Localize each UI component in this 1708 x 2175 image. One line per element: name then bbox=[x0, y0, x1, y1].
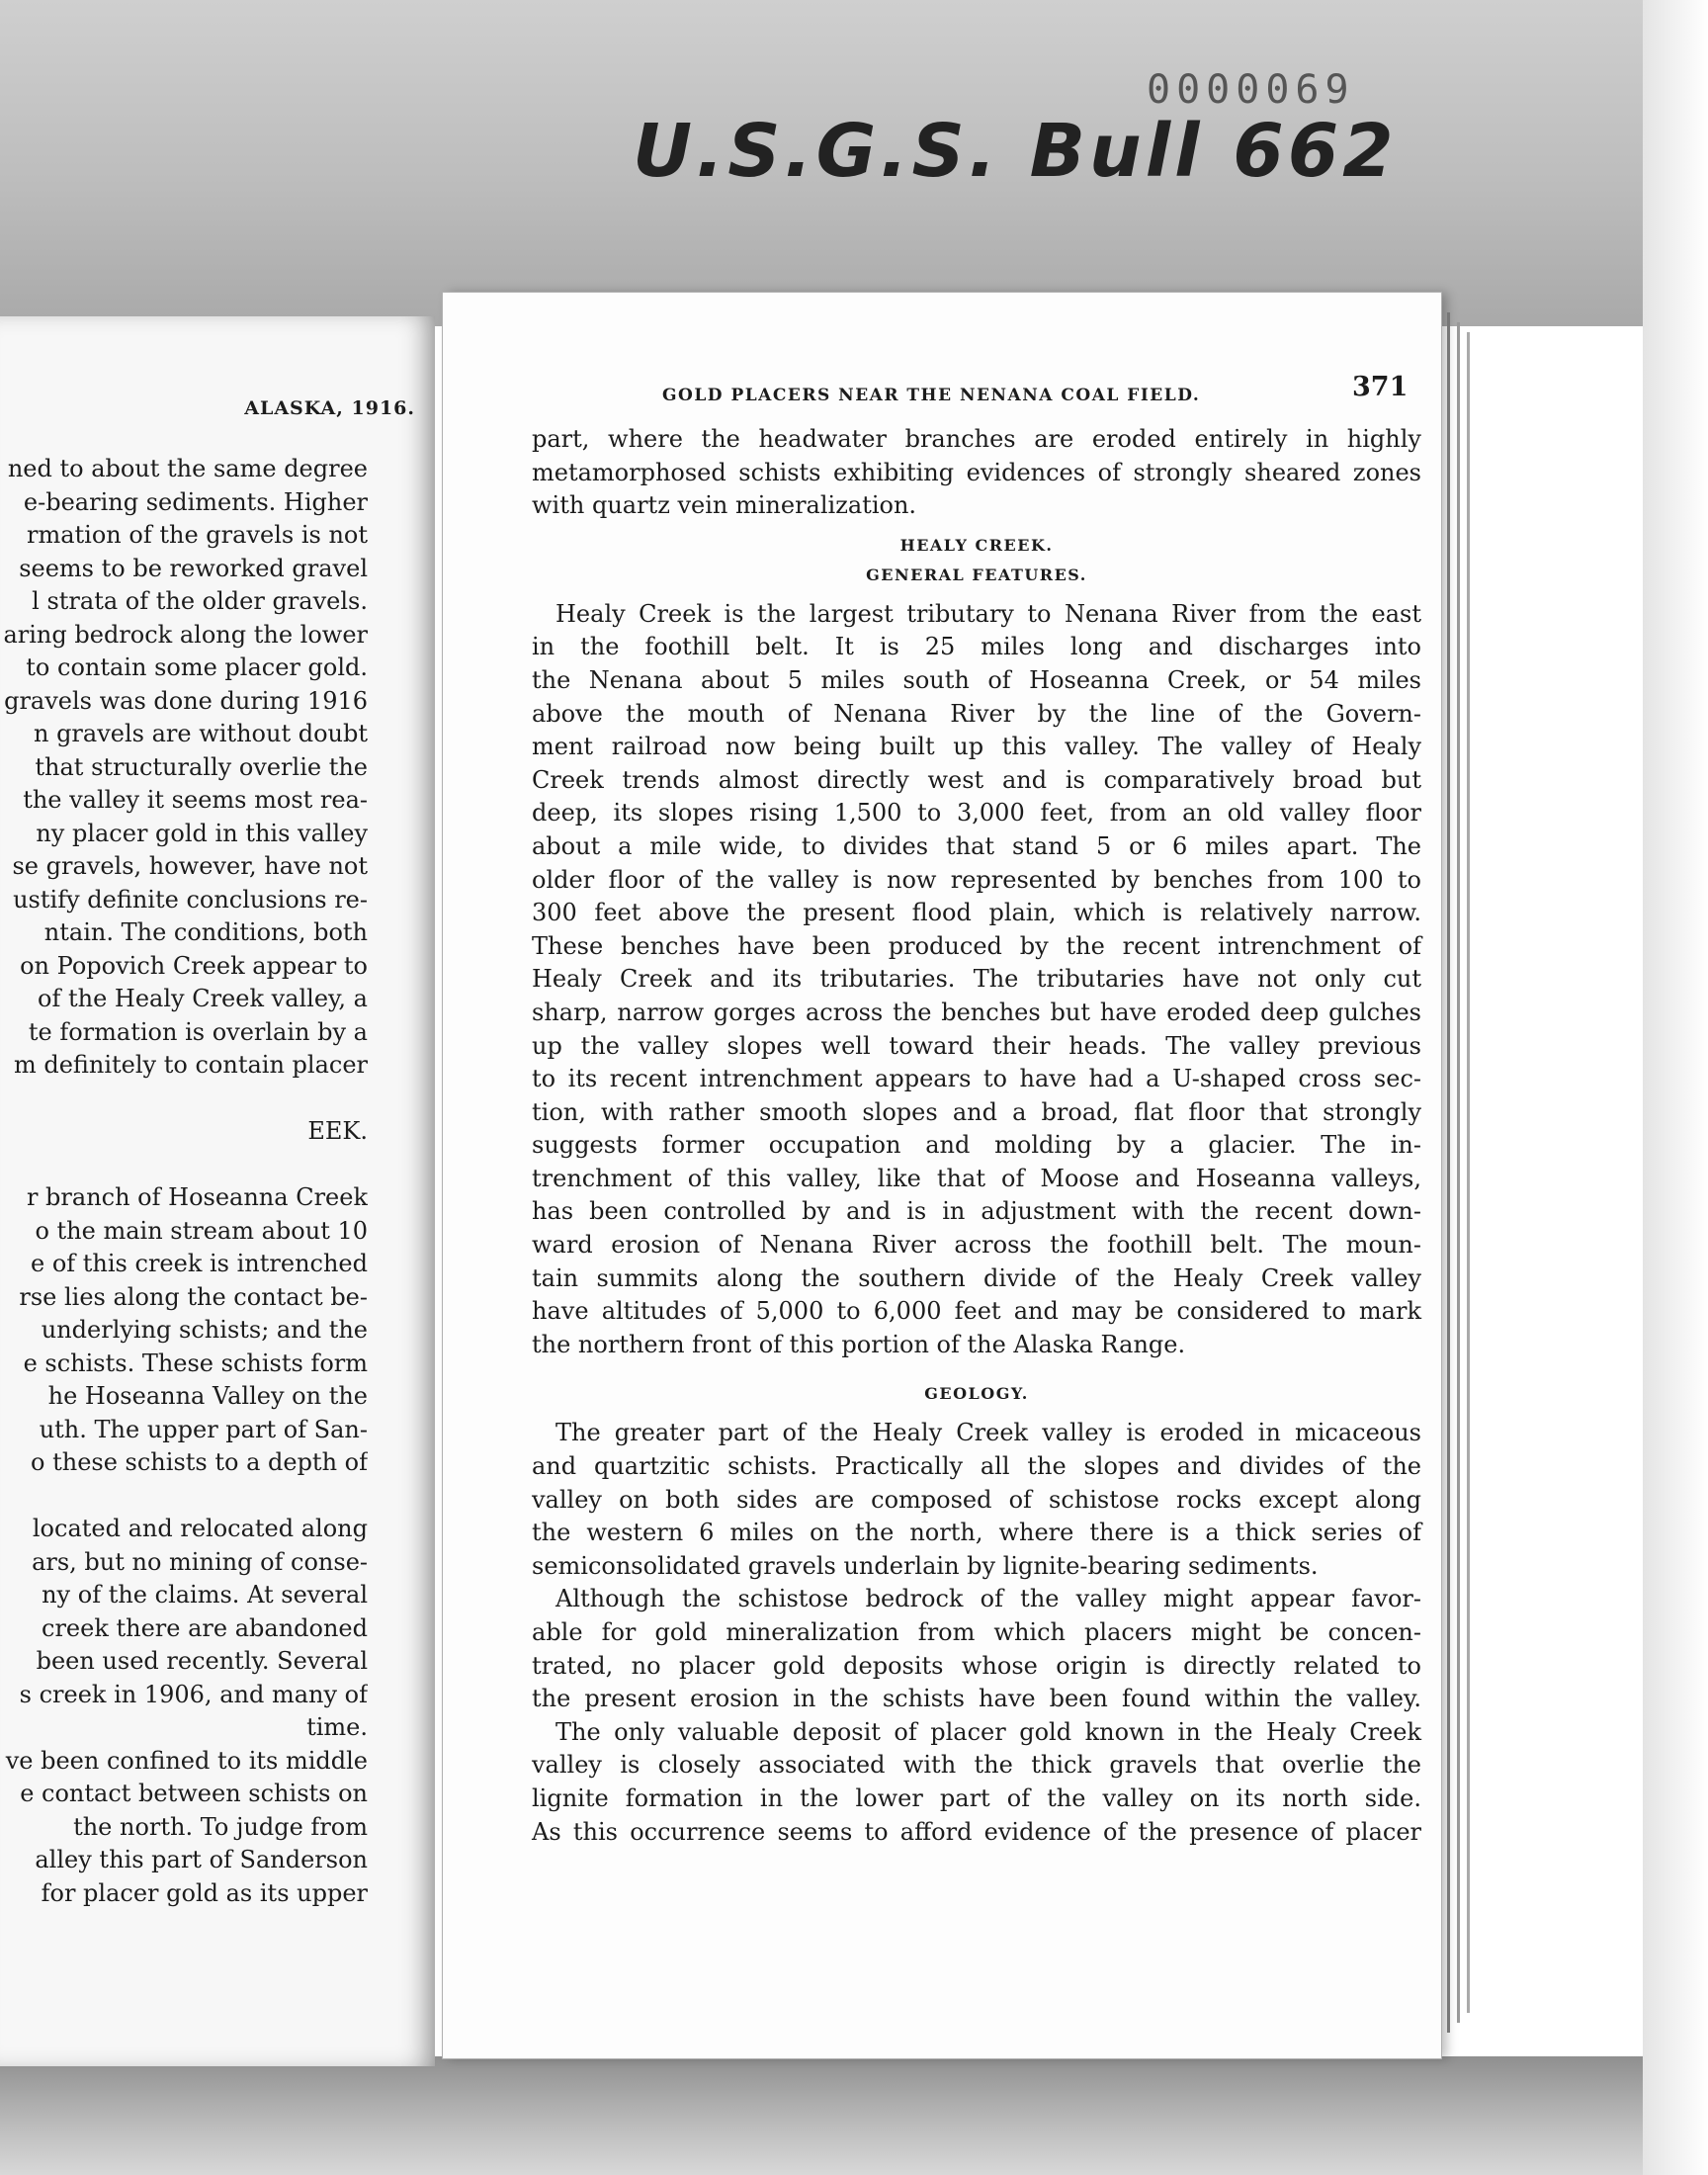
text-line: about a mile wide, to divides that stand 5 or 6 miles apart. The bbox=[532, 831, 1421, 860]
text-line: older floor of the valley is now represented by benches from 100 to bbox=[532, 865, 1421, 894]
text-line: sharp, narrow gorges across the benches but have eroded deep gulches bbox=[532, 998, 1421, 1026]
text-line: s creek in 1906, and many of bbox=[19, 1680, 368, 1708]
text-line: the present erosion in the schists have been found within the valley. bbox=[532, 1685, 1421, 1713]
geology-paragraph-1 bbox=[532, 1417, 1421, 1583]
text-line: valley on both sides are composed of schistose rocks except along bbox=[532, 1485, 1421, 1514]
text-line: deep, its slopes rising 1,500 to 3,000 feet, from an old valley floor bbox=[532, 799, 1421, 827]
text-line: the north. To judge from bbox=[73, 1812, 368, 1841]
text-line: l strata of the older gravels. bbox=[32, 587, 368, 615]
text-line: for placer gold as its upper bbox=[41, 1878, 368, 1907]
text-line: above the mouth of Nenana River by the line of the Govern- bbox=[532, 699, 1421, 728]
text-line: The only valuable deposit of placer gold known in the Healy Creek bbox=[555, 1717, 1421, 1746]
text-line: e contact between schists on bbox=[20, 1780, 368, 1807]
left-page bbox=[0, 316, 435, 2066]
text-line: ny of the claims. At several bbox=[42, 1581, 368, 1609]
text-line: been used recently. Several bbox=[36, 1647, 368, 1675]
text-line bbox=[0, 1083, 368, 1116]
text-line: e-bearing sediments. Higher bbox=[23, 487, 368, 516]
text-line: with quartz vein mineralization. bbox=[532, 491, 917, 520]
text-line: in the foothill belt. It is 25 miles long and discharges into bbox=[532, 633, 1421, 661]
text-line: tion, with rather smooth slopes and a broad, flat floor that strongly bbox=[532, 1097, 1421, 1126]
text-line: and quartzitic schists. Practically all the slopes and divides of the bbox=[532, 1452, 1421, 1481]
subheading-geology: GEOLOGY. bbox=[924, 1384, 1029, 1404]
text-line: These benches have been produced by the recent intrenchment of bbox=[532, 931, 1421, 960]
text-line: ntain. The conditions, both bbox=[43, 918, 368, 946]
text-line: ars, but no mining of conse- bbox=[32, 1547, 368, 1576]
section-heading: HEALY CREEK. bbox=[899, 535, 1054, 555]
geology-paragraph-2 bbox=[532, 1583, 1421, 1715]
text-line: the Nenana about 5 miles south of Hoseanna Creek, or 54 miles bbox=[532, 665, 1421, 694]
text-line: Although the schistose bedrock of the valley might appear favor- bbox=[555, 1585, 1421, 1613]
text-line: creek there are abandoned bbox=[42, 1613, 368, 1642]
text-line: of the Healy Creek valley, a bbox=[38, 985, 368, 1012]
left-page-header: ALASKA, 1916. bbox=[244, 397, 415, 419]
text-line: he Hoseanna Valley on the bbox=[47, 1382, 368, 1410]
text-line: up the valley slopes well toward their heads. The valley previous bbox=[532, 1031, 1421, 1060]
text-line: the northern front of this portion of the Alaska Range. bbox=[532, 1330, 1186, 1358]
text-line: aring bedrock along the lower bbox=[3, 620, 368, 649]
text-line: seems to be reworked gravel bbox=[19, 554, 368, 582]
page-edge bbox=[1457, 322, 1460, 2023]
text-line: EEK. bbox=[307, 1117, 368, 1145]
text-line: to its recent intrenchment appears to have had a U-shaped cross sec- bbox=[532, 1065, 1421, 1093]
text-line: located and relocated along bbox=[32, 1515, 368, 1542]
text-line: the valley it seems most rea- bbox=[23, 786, 368, 814]
text-line: alley this part of Sanderson bbox=[35, 1846, 368, 1873]
text-line: have altitudes of 5,000 to 6,000 feet and may be considered to mark bbox=[532, 1297, 1421, 1326]
text-line: trenchment of this valley, like that of Moose and Hoseanna valleys, bbox=[532, 1164, 1421, 1192]
text-line bbox=[0, 1480, 368, 1514]
intro-paragraph bbox=[532, 423, 1421, 523]
text-line: to contain some placer gold. bbox=[26, 653, 368, 681]
right-page bbox=[443, 293, 1441, 2058]
text-line: Healy Creek and its tributaries. The tributaries have not only cut bbox=[532, 965, 1421, 994]
text-line: trated, no placer gold deposits whose origin is directly related to bbox=[532, 1651, 1421, 1680]
text-line: e schists. These schists form bbox=[23, 1348, 368, 1377]
text-line: that structurally overlie the bbox=[35, 752, 368, 781]
text-line: As this occurrence seems to afford evidence of the presence of placer bbox=[532, 1817, 1421, 1846]
page-edge bbox=[1467, 332, 1470, 2013]
text-line: rse lies along the contact be- bbox=[19, 1282, 368, 1311]
general-features-paragraph bbox=[532, 598, 1421, 1362]
text-line: ned to about the same degree bbox=[7, 455, 368, 482]
text-line: o the main stream about 10 bbox=[35, 1216, 368, 1245]
text-line: ve been confined to its middle bbox=[5, 1746, 368, 1775]
page-edge bbox=[1447, 312, 1450, 2033]
text-line: able for gold mineralization from which placers might be concen- bbox=[532, 1618, 1421, 1646]
scan-bottom-margin bbox=[0, 2056, 1708, 2175]
text-line bbox=[0, 1149, 368, 1182]
text-line: rmation of the gravels is not bbox=[27, 521, 368, 549]
text-line: The greater part of the Healy Creek valley is eroded in micaceous bbox=[555, 1419, 1421, 1447]
text-line: o these schists to a depth of bbox=[31, 1448, 368, 1476]
text-line: gravels was done during 1916 bbox=[4, 686, 368, 715]
text-line: part, where the headwater branches are eroded entirely in highly bbox=[532, 425, 1421, 453]
handwritten-reference: U.S.G.S. Bull 662 bbox=[633, 109, 1398, 194]
text-line: uth. The upper part of San- bbox=[39, 1415, 368, 1443]
text-line: lignite formation in the lower part of the valley on its north side. bbox=[532, 1784, 1421, 1812]
text-line: semiconsolidated gravels underlain by lignite-bearing sediments. bbox=[532, 1551, 1319, 1580]
text-line: has been controlled by and is in adjustment with the recent down- bbox=[532, 1197, 1421, 1226]
text-line: te formation is overlain by a bbox=[28, 1017, 368, 1046]
scan-right-margin bbox=[1643, 0, 1708, 2175]
text-line: n gravels are without doubt bbox=[33, 720, 368, 747]
subheading-general-features: GENERAL FEATURES. bbox=[866, 565, 1087, 584]
text-line: underlying schists; and the bbox=[41, 1316, 368, 1344]
text-line: ment railroad now being built up this valley. The valley of Healy bbox=[532, 733, 1421, 761]
running-head: GOLD PLACERS NEAR THE NENANA COAL FIELD. bbox=[662, 386, 1201, 405]
left-page-text bbox=[0, 453, 368, 1910]
text-line: ward erosion of Nenana River across the foothill belt. The moun- bbox=[532, 1231, 1421, 1260]
text-line: Creek trends almost directly west and is comparatively broad but bbox=[532, 765, 1421, 794]
page-body bbox=[532, 423, 1421, 1849]
text-line: ny placer gold in this valley bbox=[36, 819, 368, 847]
text-line: tain summits along the southern divide of the Healy Creek valley bbox=[532, 1263, 1421, 1292]
text-line: r branch of Hoseanna Creek bbox=[26, 1183, 368, 1211]
text-line: metamorphosed schists exhibiting evidences of strongly sheared zones bbox=[532, 458, 1421, 486]
page-number: 371 bbox=[1352, 372, 1409, 402]
text-line: ustify definite conclusions re- bbox=[13, 885, 368, 914]
text-line: se gravels, however, have not bbox=[12, 852, 368, 880]
text-line: e of this creek is intrenched bbox=[30, 1250, 368, 1277]
text-line: time. bbox=[306, 1713, 368, 1741]
text-line: on Popovich Creek appear to bbox=[20, 951, 368, 980]
text-line: valley is closely associated with the thick gravels that overlie the bbox=[532, 1751, 1421, 1780]
stamp-number: 0000069 bbox=[1147, 67, 1355, 113]
text-line: 300 feet above the present flood plain, which is relatively narrow. bbox=[532, 899, 1421, 927]
text-line: the western 6 miles on the north, where there is a thick series of bbox=[532, 1519, 1421, 1547]
text-line: suggests former occupation and molding by a glacier. The in- bbox=[532, 1131, 1421, 1160]
text-line: Healy Creek is the largest tributary to Nenana River from the east bbox=[555, 599, 1421, 628]
text-line: m definitely to contain placer bbox=[13, 1051, 368, 1079]
geology-paragraph-3 bbox=[532, 1716, 1421, 1849]
